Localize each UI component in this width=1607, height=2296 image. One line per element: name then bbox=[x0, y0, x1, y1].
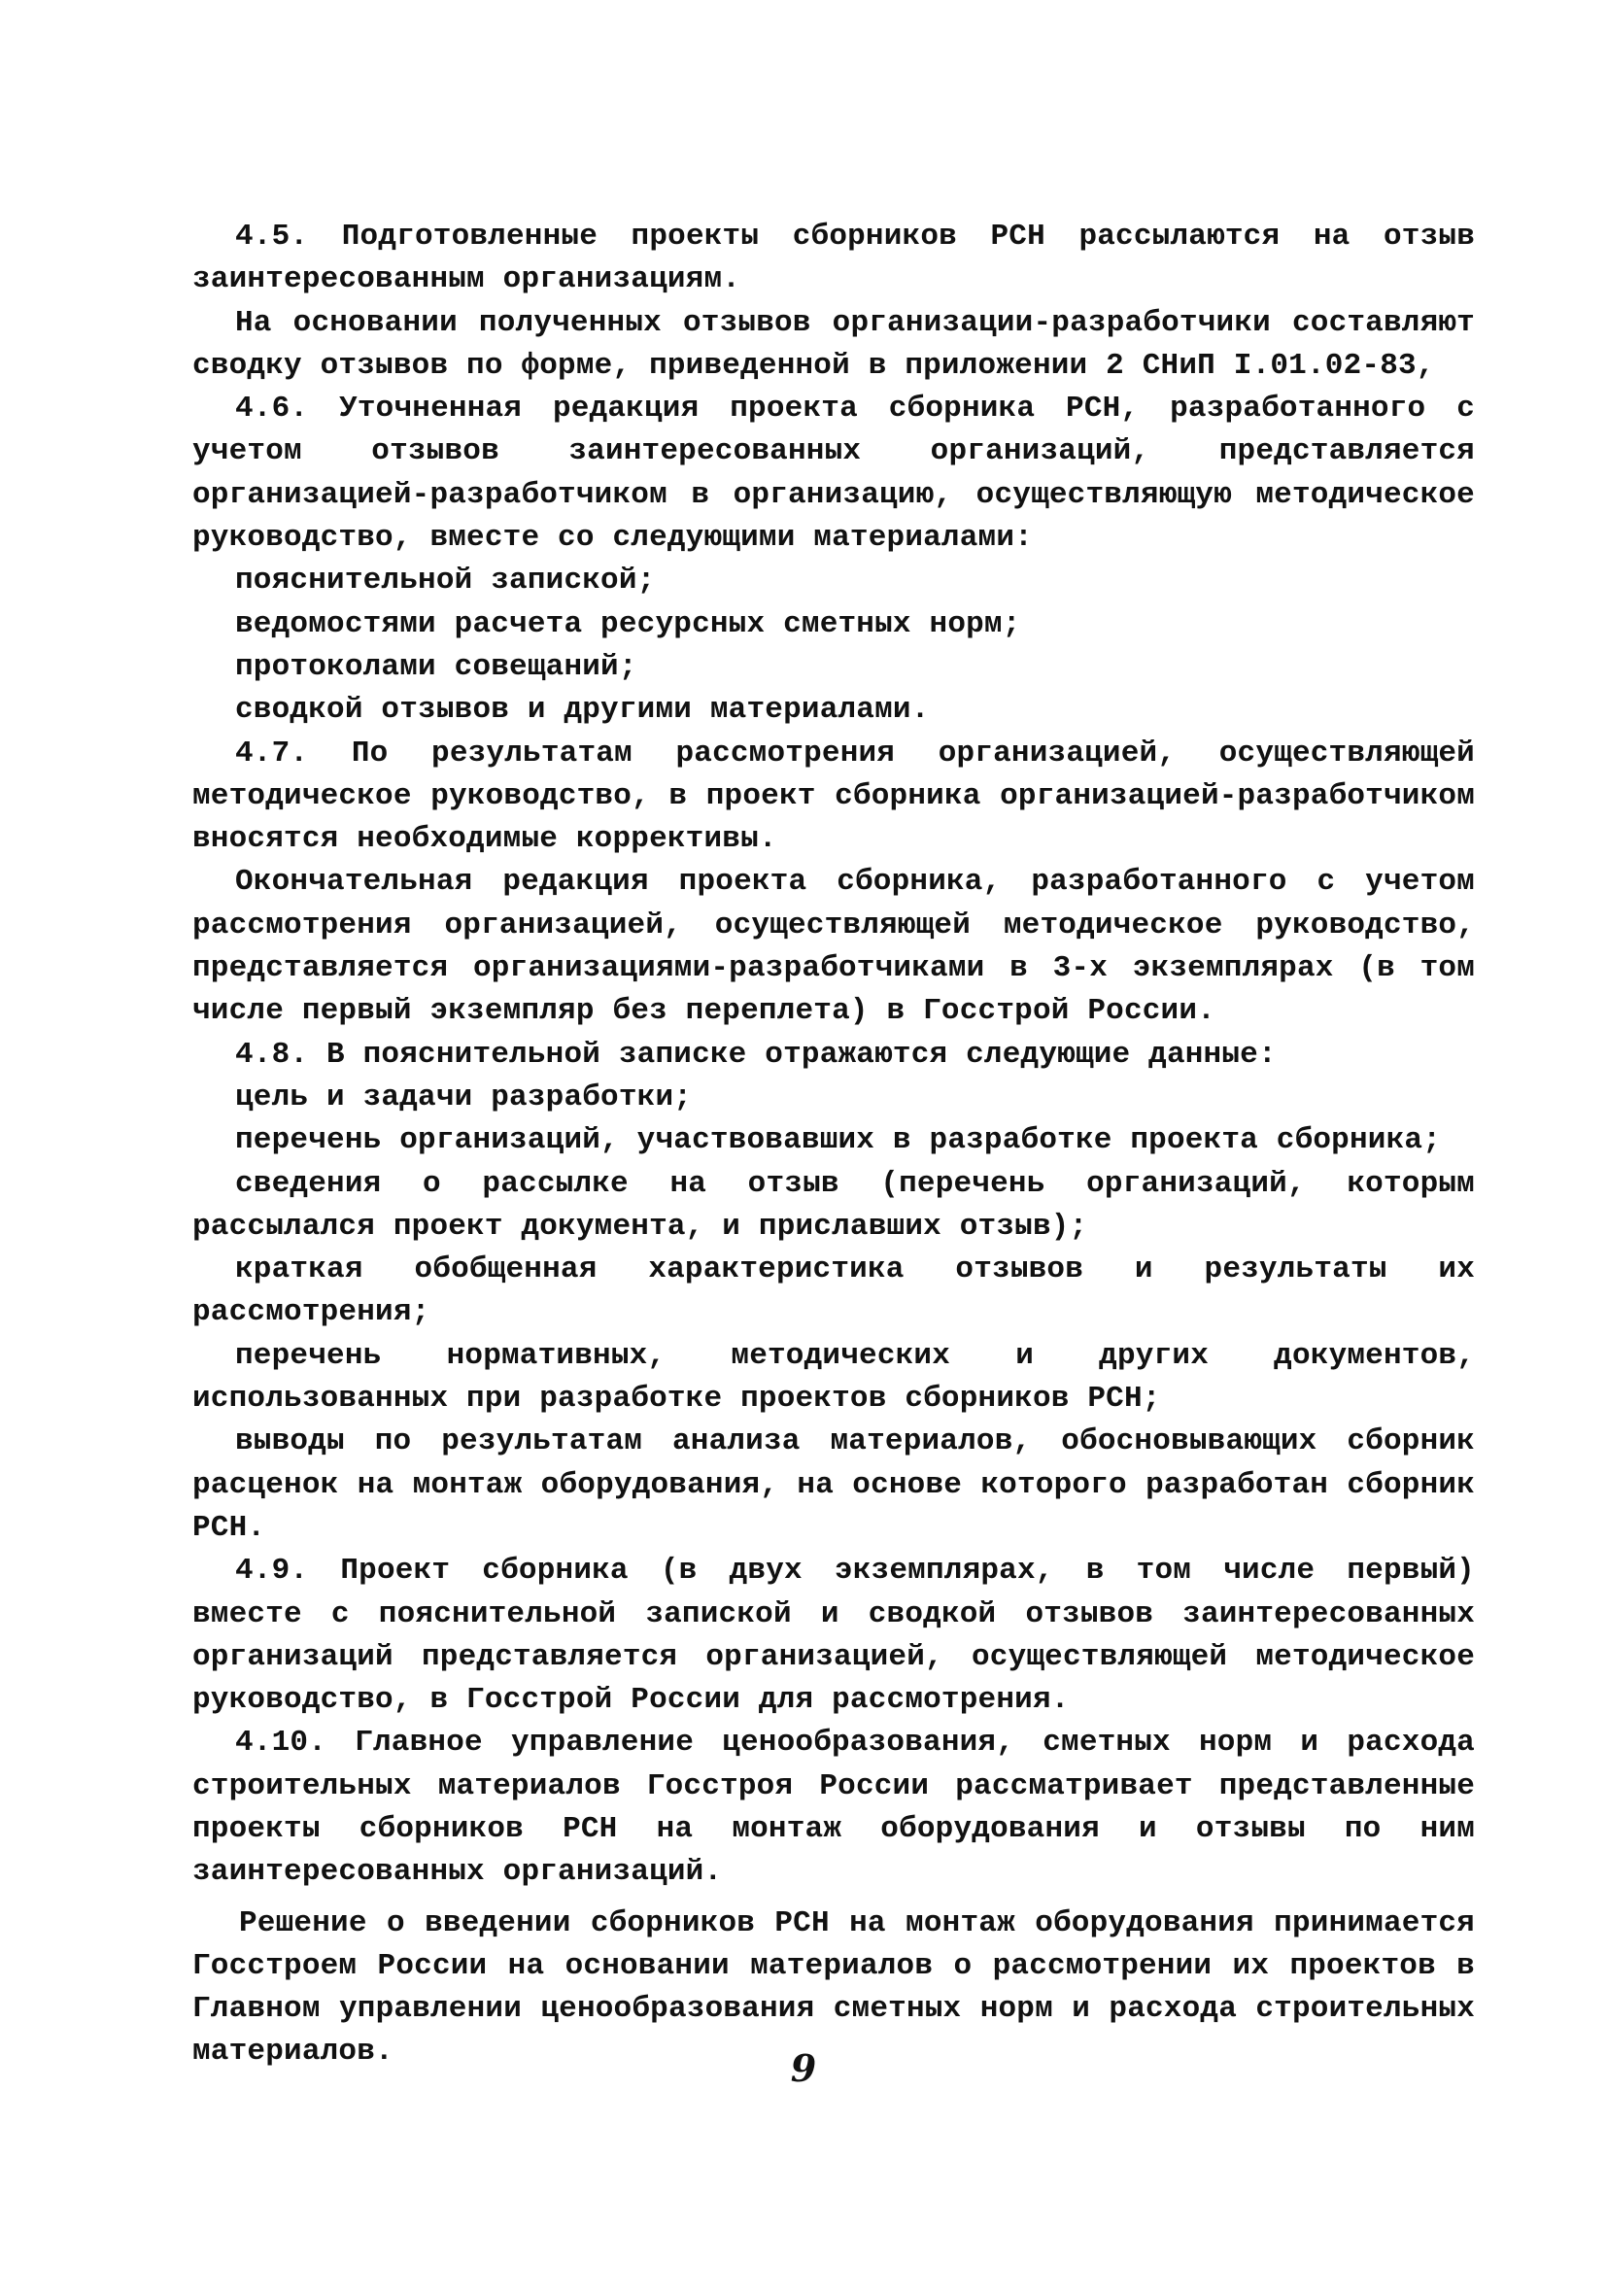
body-text bbox=[192, 216, 1475, 2074]
list-item: выводы по результатам анализа материалов, обосновывающих сборник расценок на монтаж оборудования, на основе которого разработан сборник РСН. bbox=[192, 1424, 1475, 1545]
list-item: протоколами совещаний; bbox=[235, 649, 637, 684]
list-item: краткая обобщенная характеристика отзывов и результаты их рассмотрения; bbox=[192, 1252, 1475, 1330]
page-number: 9 bbox=[790, 2046, 817, 2090]
paragraph-4-10: 4.10. Главное управление ценообразования, сметных норм и расхода строительных материалов Госстроя России рассматривает представленные проекты сборников РСН на монтаж оборудования и отзывы по ним заинтересованных организаций. bbox=[192, 1726, 1475, 1890]
list-item: ведомостями расчета ресурсных сметных норм; bbox=[235, 606, 1021, 641]
paragraph-4-8: 4.8. В пояснительной записке отражаются следующие данные: bbox=[235, 1037, 1277, 1072]
paragraph-final-edition: Окончательная редакция проекта сборника, разработанного с учетом рассмотрения организацией, осуществляющей методическое руководство, представляется организациями-разработчиками в 3-х экземплярах (в том числе первый экземпляр без переплета) в Госстрой России. bbox=[192, 865, 1475, 1029]
paragraph-4-6: 4.6. Уточненная редакция проекта сборника РСН, разработанного с учетом отзывов заинтересованных организаций, представляется организацией-разработчиком в организацию, осуществляющую методическое руководство, вместе со следующими материалами: bbox=[192, 392, 1475, 556]
list-item: сведения о рассылке на отзыв (перечень организаций, которым рассылался проект документа, и приславших отзыв); bbox=[192, 1166, 1475, 1244]
list-item: перечень нормативных, методических и других документов, использованных при разработке проектов сборников РСН; bbox=[192, 1338, 1475, 1417]
list-item: перечень организаций, участвовавших в разработке проекта сборника; bbox=[235, 1123, 1441, 1158]
paragraph-decision: Решение о введении сборников РСН на монтаж оборудования принимается Госстроем России на основании материалов о рассмотрении их проектов в Главном управлении ценообразования сметных норм и расхода строительных материалов. bbox=[192, 1905, 1475, 2070]
paragraph-reviews-summary: На основании полученных отзывов организации-разработчики составляют сводку отзывов по форме, приведенной в приложении 2 СНиП I.01.02-83, bbox=[192, 305, 1475, 383]
paragraph-4-5: 4.5. Подготовленные проекты сборников РСН рассылаются на отзыв заинтересованным организациям. bbox=[192, 220, 1475, 297]
list-item: пояснительной запиской; bbox=[235, 564, 656, 599]
list-item: цель и задачи разработки; bbox=[235, 1079, 693, 1114]
paragraph-4-7: 4.7. По результатам рассмотрения организацией, осуществляющей методическое руководство, в проект сборника организацией-разработчиком вносятся необходимые коррективы. bbox=[192, 736, 1475, 857]
list-item: сводкой отзывов и другими материалами. bbox=[235, 693, 930, 728]
paragraph-4-9: 4.9. Проект сборника (в двух экземплярах, в том числе первый) вместе с пояснительной запиской и сводкой отзывов заинтересованных организаций представляется организацией, осуществляющей методическое руководство, в Госстрой России для рассмотрения. bbox=[192, 1554, 1475, 1718]
